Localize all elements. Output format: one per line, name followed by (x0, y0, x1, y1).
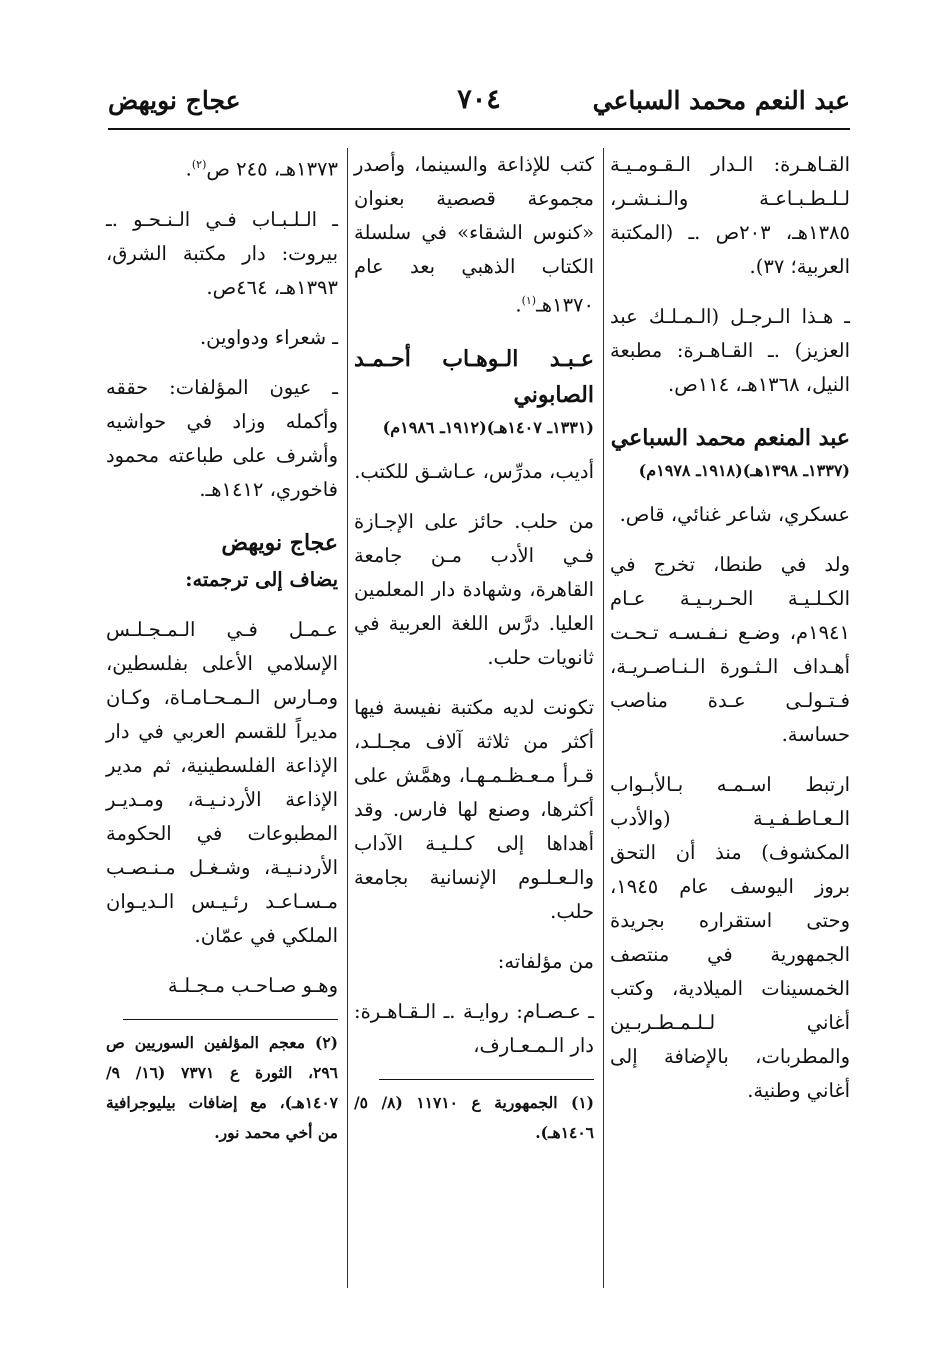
paragraph: ـ هـذا الـرجـل (الـمـلـك عبد العزيز) .ـ القـاهـرة: مطبعة النيل، ١٣٦٨هـ، ١١٤ص. (610, 305, 850, 396)
paragraph: ارتبط اسـمـه بـالأبـواب الـعـاطـفـيـة (والأدب المكشوف) منذ أن التحق بروز اليوسف عام ١٩٤٥، وحتى استقراره بجريدة الجمهورية في منتصف الخمسينات الميلادية، وكتب أغاني لـلـمـطـربـين والمطربات، بالإضافة إلى أغاني وطنية. (610, 773, 850, 1102)
paragraph-text: ١٣٧٣هـ، ٢٤٥ ص (206, 157, 338, 181)
biography-title: عـبـد الـوهـاب أحـمـد الصابوني (354, 345, 594, 408)
paragraph: ـ عيون المؤلفات: حققه وأكمله وزاد في حواشيه وأشرف على طباعته محمود فاخوري، ١٤١٢هـ. (106, 375, 338, 501)
footnote-ref: (١) (521, 294, 537, 307)
paragraph: ـ شعراء ودواوين. (199, 325, 338, 349)
biography-dates: (١٣٣١ـ ١٤٠٧هـ)(١٩١٢ـ ١٩٨٦م) (382, 417, 594, 437)
header-left-name: عجاج نويهض (108, 86, 241, 115)
column-divider (603, 148, 604, 1288)
paragraph: يضاف إلى ترجمته: (185, 567, 338, 591)
column-right (610, 148, 850, 1124)
paragraph: ١٣٧٣هـ، ٢٤٥ ص$^{(٢)}$. (185, 157, 338, 181)
page-number: ٧٠٤ (457, 84, 501, 115)
paragraph: من مؤلفاته: (497, 949, 594, 973)
column-middle (354, 148, 594, 1164)
paragraph: وهـو صـاحـب مـجـلـة (167, 973, 338, 997)
column-divider (347, 148, 348, 1288)
paragraph: ـ عـصـام: روايـة .ـ الـقـاهـرة: دار الـمـعـارف، (354, 999, 594, 1057)
paragraph-text: كتب للإذاعة والسينما، وأصدر مجموعة قصصية بعنوان «كنوس الشقاء» في سلسلة الكتاب الذهبي بعد عام ١٣٧٠هـ (354, 153, 594, 317)
column-left (106, 148, 338, 1164)
paragraph: ولد في طنطا، تخرج في الكـلـيـة الحـربـيـة عـام ١٩٤١م، وضـع نـفـسـه تـحـت أهـداف الـثـورة الـنـاصـريـة، فـتـولـى عـدة مناصب حساسة. (610, 553, 850, 746)
footnote-rule (123, 1019, 338, 1020)
footnote-ref: (٢) (191, 158, 207, 171)
paragraph: القـاهـرة: الـدار الـقـومـيـة لـلـطـبـاعـة والـنـشـر، ١٣٨٥هـ، ٢٠٣ص .ـ (المكتبة العربية؛ ٣٧). (610, 153, 850, 278)
footnote: (١) الجمهورية ع ١١٧١٠ (٨/ ٥/ ١٤٠٦هـ). (354, 1092, 595, 1142)
biography-dates: (١٣٣٧ـ ١٣٩٨هـ)(١٩١٨ـ ١٩٧٨م) (638, 461, 850, 480)
footnote: (٢) معجم المؤلفين السوريين ص ٢٩٦، الثورة ع ٧٣٧١ (١٦/ ٩/ ١٤٠٧هـ)، مع إضافات بيليوجرافية من أخي محمد نور. (106, 1032, 338, 1142)
header-right-name: عبد النعم محمد السباعي (592, 86, 850, 115)
biography-title: عبد المنعم محمد السباعي (610, 425, 850, 451)
paragraph: عـمـل فـي الـمـجـلـس الإسلامي الأعلى بفلسطين، ومـارس الـمـحـامـاة، وكـان مديراً للقسم العربي في دار الإذاعة الفلسطينية، ثم مدير الإذاعة الأردنـيـة، ومـديـر المطبوعات في الحكومة الأردنـيـة، وشـغـل مـنـصـب مـسـاعـد رئـيـس الـديـوان الملكي في عمّان. (106, 617, 338, 947)
paragraph: تكونت لديه مكتبة نفيسة فيها أكثر من ثلاثة آلاف مجـلـد، قـرأ مـعـظـمـهـا، وهمَّش على أكثرها، وصنع لها فارس. وقد أهداها إلى كـلـيـة الآداب والـعـلـوم الإنسانية بجامعة حلب. (354, 695, 594, 923)
paragraph: عسكري، شاعر غنائي، قاص. (619, 503, 850, 526)
paragraph: أديب، مدرِّس، عـاشـق للكتب. (354, 459, 594, 483)
paragraph: ـ الـلـبـاب فـي الـنـحـو .ـ بيروت: دار مكتبة الشرق، ١٣٩٣هـ، ٤٦٤ص. (106, 207, 338, 299)
paragraph: من حلب. حائز على الإجـازة فـي الأدب مـن جامعة القاهرة، وشهادة دار المعلمين العليا. درَّس اللغة العربية في ثانويات حلب. (354, 509, 594, 669)
paragraph: كتب للإذاعة والسينما، وأصدر مجموعة قصصية بعنوان «كنوس الشقاء» في سلسلة الكتاب الذهبي بعد عام ١٣٧٠هـ$^{(١)}$. (354, 153, 594, 317)
footnote-rule (379, 1079, 594, 1080)
page-header (108, 84, 850, 130)
biography-title: عجاج نويهض (221, 529, 338, 556)
